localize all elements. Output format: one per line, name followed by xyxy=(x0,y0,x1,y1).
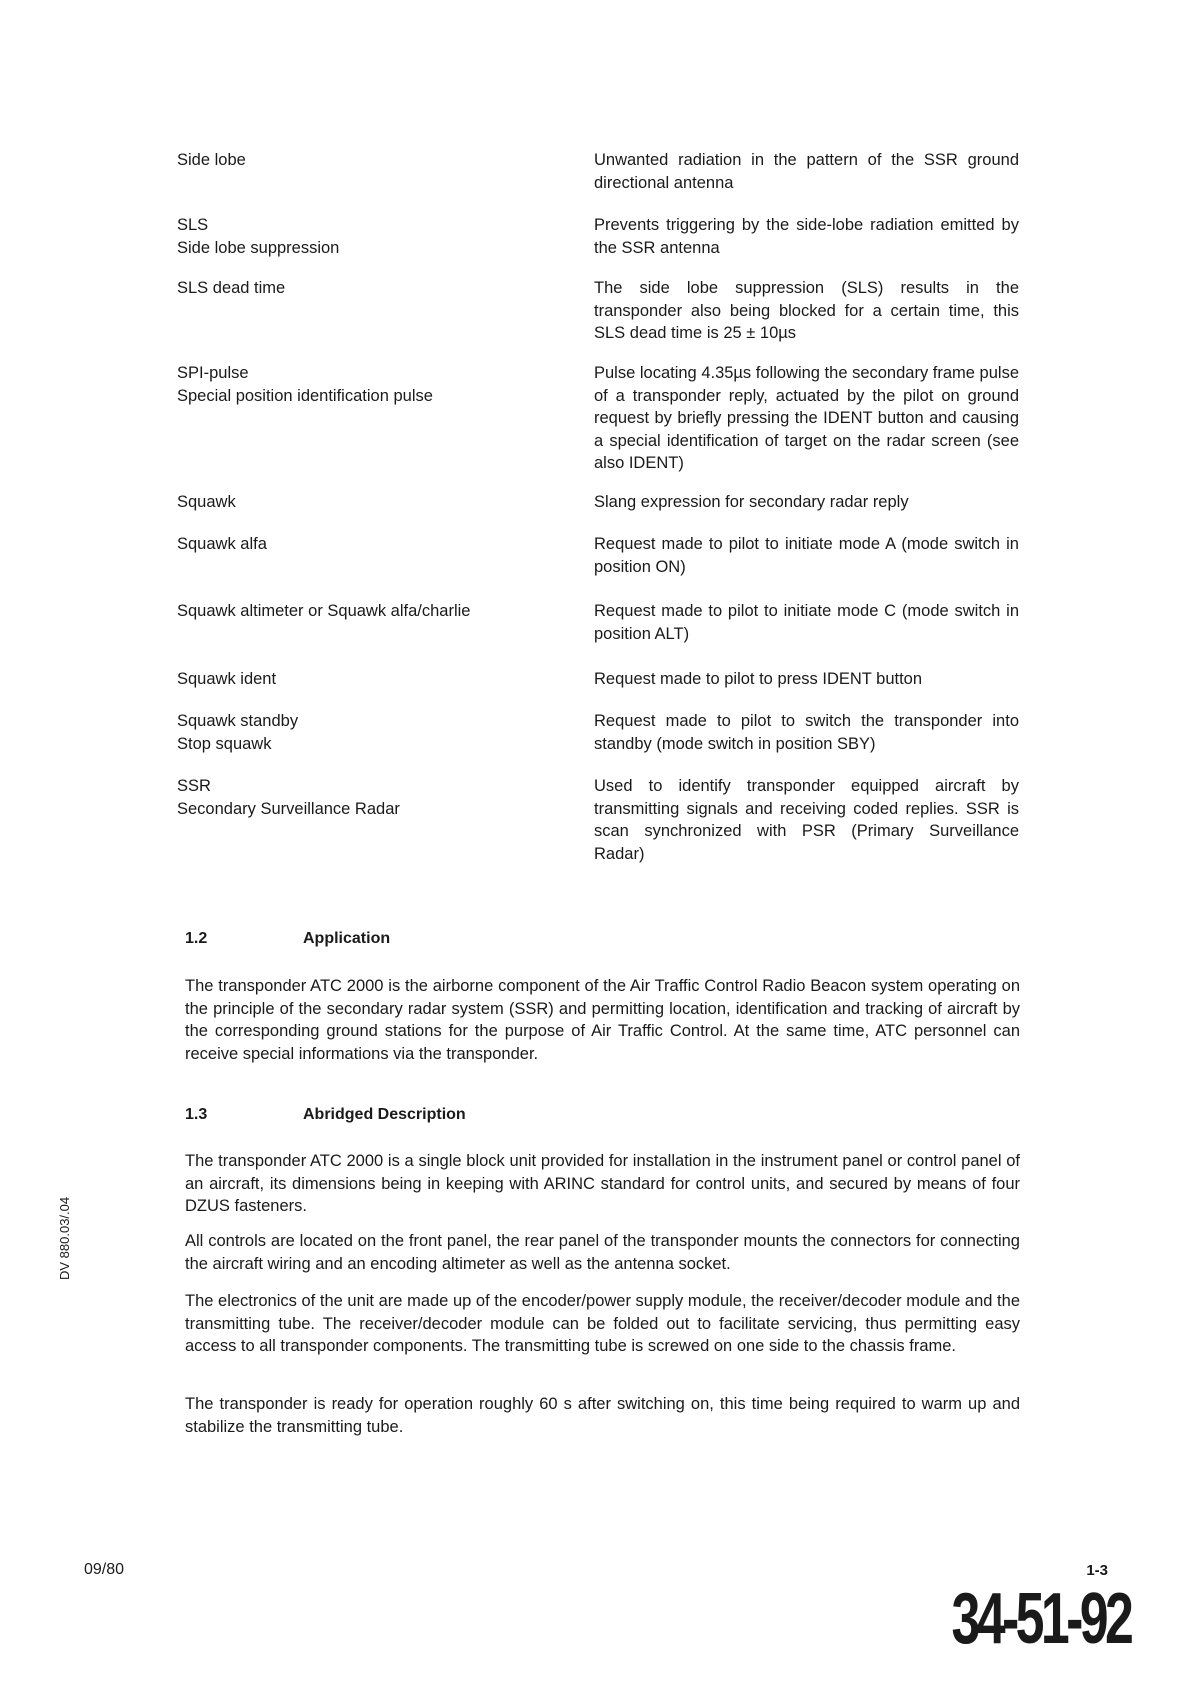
glossary-definition: Request made to pilot to initiate mode C (mode switch in position ALT) xyxy=(594,602,1019,643)
glossary-term: Squawk ident xyxy=(177,670,277,688)
glossary-term: Side lobe xyxy=(177,151,246,169)
glossary-definition: Request made to pilot to press IDENT button xyxy=(594,670,923,688)
side-document-code: DV 880.03/.04 xyxy=(57,1196,72,1280)
glossary-term: Squawk alfa xyxy=(177,535,267,553)
page-number: 1-3 xyxy=(1086,1562,1108,1579)
glossary-term: SSR Secondary Surveillance Radar xyxy=(177,777,400,818)
paragraph: The electronics of the unit are made up of the encoder/power supply module, the receiver/decoder module and the transmitting tube. The receiver/decoder module can be folded out to facilitate servicing, thus permitting easy access to all transponder components. The transmitting tube is screwed on one side to the chassis frame. xyxy=(185,1292,1020,1355)
glossary-term: SLS Side lobe suppression xyxy=(177,216,340,257)
footer-date: 09/80 xyxy=(84,1561,125,1578)
glossary-term: Squawk altimeter or Squawk alfa/charlie xyxy=(177,602,471,620)
glossary-definition: Request made to pilot to initiate mode A (mode switch in position ON) xyxy=(594,535,1019,576)
section-title: Abridged Description xyxy=(303,1106,466,1123)
paragraph: All controls are located on the front panel, the rear panel of the transponder mounts the connectors for connecting the aircraft wiring and an encoding altimeter as well as the antenna socket. xyxy=(185,1232,1020,1273)
paragraph: The transponder ATC 2000 is the airborne component of the Air Traffic Control Radio Beacon system operating on the principle of the secondary radar system (SSR) and permitting location, identification and tracking of aircraft by the corresponding ground stations for the purpose of Air Traffic Control. At the same time, ATC personnel can receive special informations via the transponder. xyxy=(185,977,1020,1063)
paragraph: The transponder ATC 2000 is a single block unit provided for installation in the instrument panel or control panel of an aircraft, its dimensions being in keeping with ARINC standard for control units, and secured by means of four DZUS fasteners. xyxy=(185,1152,1020,1215)
paragraph: The transponder is ready for operation roughly 60 s after switching on, this time being required to warm up and stabilize the transmitting tube. xyxy=(185,1395,1020,1436)
glossary-definition: Slang expression for secondary radar reply xyxy=(594,493,909,511)
glossary-term: SLS dead time xyxy=(177,279,286,297)
section-number: 1.2 xyxy=(185,930,208,947)
glossary-definition: Unwanted radiation in the pattern of the SSR ground directional antenna xyxy=(594,151,1019,192)
glossary-term: Squawk standby Stop squawk xyxy=(177,712,299,753)
glossary-definition: Request made to pilot to switch the transponder into standby (mode switch in position SBY) xyxy=(594,712,1019,753)
section-title: Application xyxy=(303,930,391,947)
glossary-definition: The side lobe suppression (SLS) results in the transponder also being blocked for a certain time, this SLS dead time is 25 ± 10µs xyxy=(594,279,1019,342)
glossary-term: SPI-pulse Special position identification pulse xyxy=(177,364,433,405)
glossary-term: Squawk xyxy=(177,493,236,511)
glossary-definition: Pulse locating 4.35µs following the secondary frame pulse of a transponder reply, actuated by the pilot on ground request by briefly pressing the IDENT button and causing a special identification of target on the radar screen (see also IDENT) xyxy=(594,364,1019,472)
glossary-definition: Used to identify transponder equipped aircraft by transmitting signals and receiving coded replies. SSR is scan synchronized with PSR (Primary Surveillance Radar) xyxy=(594,777,1019,863)
section-number: 1.3 xyxy=(185,1106,208,1123)
document-number: 34-51-92 xyxy=(951,1579,1130,1659)
glossary-definition: Prevents triggering by the side-lobe radiation emitted by the SSR antenna xyxy=(594,216,1019,257)
